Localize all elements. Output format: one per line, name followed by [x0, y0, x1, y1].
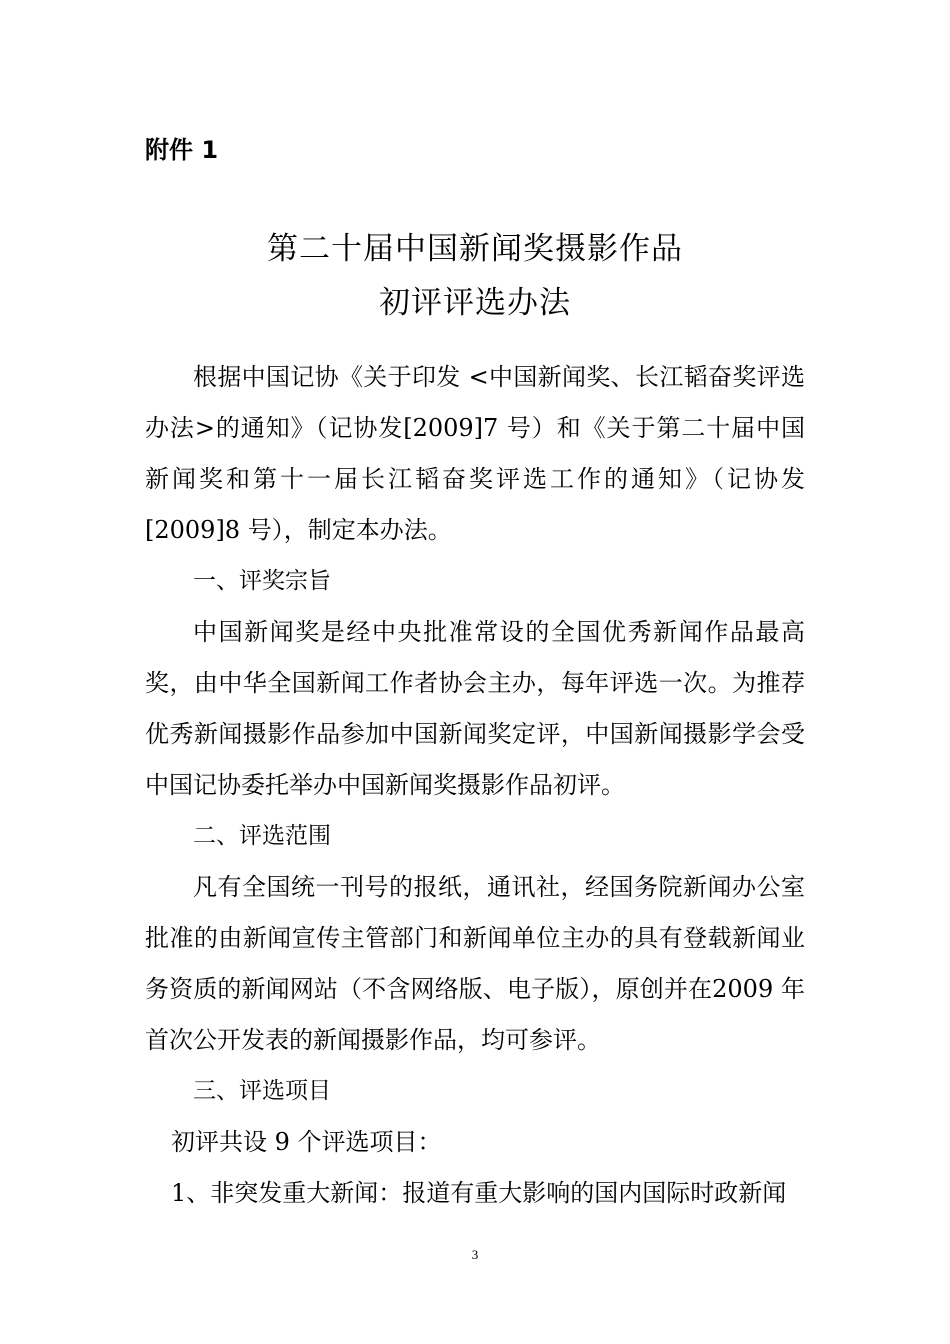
annex-label: 附件 1 [145, 136, 219, 164]
item-1: 1、非突发重大新闻：报道有重大影响的国内国际时政新闻 [171, 1179, 787, 1207]
page-number: 3 [471, 1247, 479, 1262]
section-heading-purpose: 一、评奖宗旨 [193, 568, 331, 594]
section-heading-items: 三、评选项目 [193, 1078, 331, 1104]
section-heading-scope: 二、评选范围 [193, 823, 331, 849]
document-body [145, 352, 805, 1219]
intro-paragraph: 根据中国记协《关于印发 <中国新闻奖、长江韬奋奖评选办法>的通知》（记协发[2009]7 号）和《关于第二十届中国新闻奖和第十一届长江韬奋奖评选工作的通知》（记协发[2009]8 号），制定本办法。 [145, 363, 805, 544]
document-title-line-2: 初评评选办法 [379, 285, 571, 321]
section-text-purpose: 中国新闻奖是经中央批准常设的全国优秀新闻作品最高奖，由中华全国新闻工作者协会主办，每年评选一次。为推荐优秀新闻摄影作品参加中国新闻奖定评，中国新闻摄影学会受中国记协委托举办中国新闻奖摄影作品初评。 [145, 618, 805, 799]
section-text-scope: 凡有全国统一刊号的报纸，通讯社，经国务院新闻办公室批准的由新闻宣传主管部门和新闻单位主办的具有登载新闻业务资质的新闻网站（不含网络版、电子版），原创并在2009 年首次公开发表的新闻摄影作品，均可参评。 [145, 873, 805, 1054]
document-title-line-1: 第二十届中国新闻奖摄影作品 [267, 231, 683, 267]
items-intro: 初评共设 9 个评选项目： [171, 1128, 442, 1156]
